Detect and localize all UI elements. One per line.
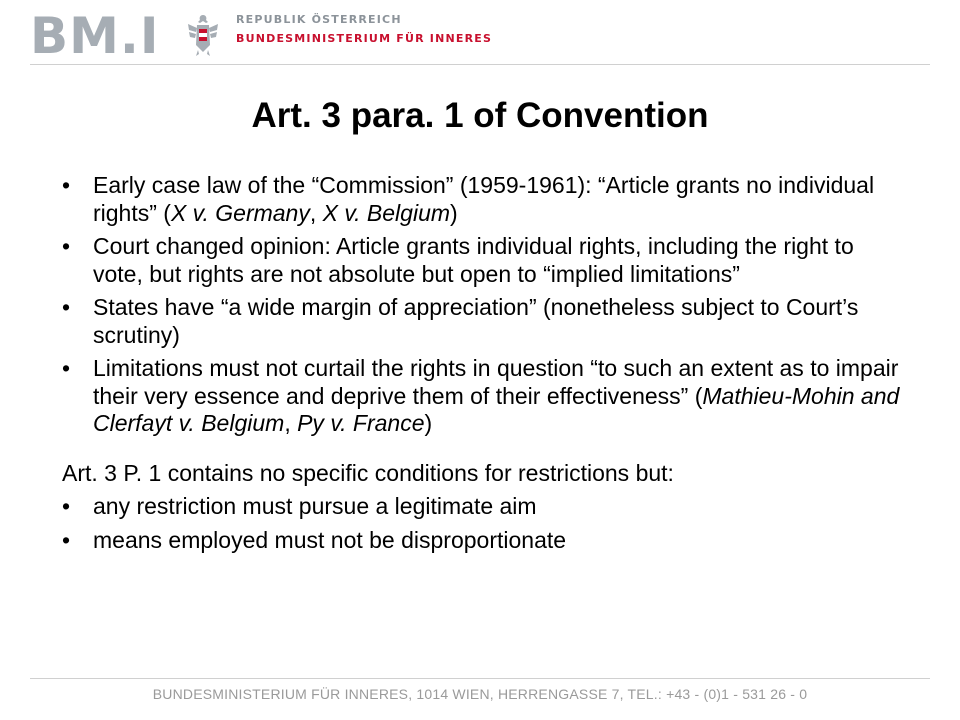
bullet-list	[62, 172, 902, 438]
bullet-item	[62, 233, 902, 288]
restriction-item: • any restriction must pursue a legitimate aim	[62, 493, 902, 521]
bullet-text: States have “a wide margin of appreciation” (nonetheless subject to Court’s scrutiny)	[93, 294, 859, 348]
restrictions-list	[62, 493, 902, 554]
bullet-text: Court changed opinion: Article grants individual rights, including the right to vote, but rights are not absolute but open to “implied limitations”	[93, 233, 854, 287]
bullet-text: Early case law of the “Commission” (1959-1961): “Article grants no individual rights” (	[93, 172, 875, 226]
case-citation: Mathieu-Mohin and Clerfayt v. Belgium	[93, 382, 900, 436]
bullet-text: Limitations must not curtail the rights in question “to such an extent as to impair their very essence and deprive them of their effectiveness” (	[93, 355, 899, 409]
ministry-label: BUNDESMINISTERIUM FÜR INNERES	[236, 32, 493, 45]
bullet-text: )	[450, 199, 458, 226]
case-citation: X v. Germany	[170, 199, 310, 226]
bullet-item	[62, 172, 902, 227]
case-citation: X v. Belgium	[322, 199, 451, 226]
bullet-text: )	[424, 410, 433, 436]
slide-content	[62, 172, 902, 560]
header	[30, 8, 930, 65]
austrian-eagle-icon	[186, 12, 220, 60]
bullet-text: ,	[284, 410, 298, 436]
slide-title: Art. 3 para. 1 of Convention	[251, 96, 709, 135]
bmi-logo: BM.I	[30, 7, 160, 65]
bullet-text: ,	[309, 199, 323, 226]
restriction-item: • means employed must not be disproportionate	[62, 527, 902, 555]
bullet-item	[62, 294, 902, 349]
bullet-item	[62, 355, 902, 438]
footer-address: BUNDESMINISTERIUM FÜR INNERES, 1014 WIEN, HERRENGASSE 7, TEL.: +43 - (0)1 - 531 26 - 0	[30, 678, 930, 702]
case-citation: Py v. France	[297, 410, 425, 436]
republic-label: REPUBLIK ÖSTERREICH	[236, 13, 402, 26]
restrictions-paragraph: Art. 3 P. 1 contains no specific conditions for restrictions but:	[62, 459, 674, 486]
